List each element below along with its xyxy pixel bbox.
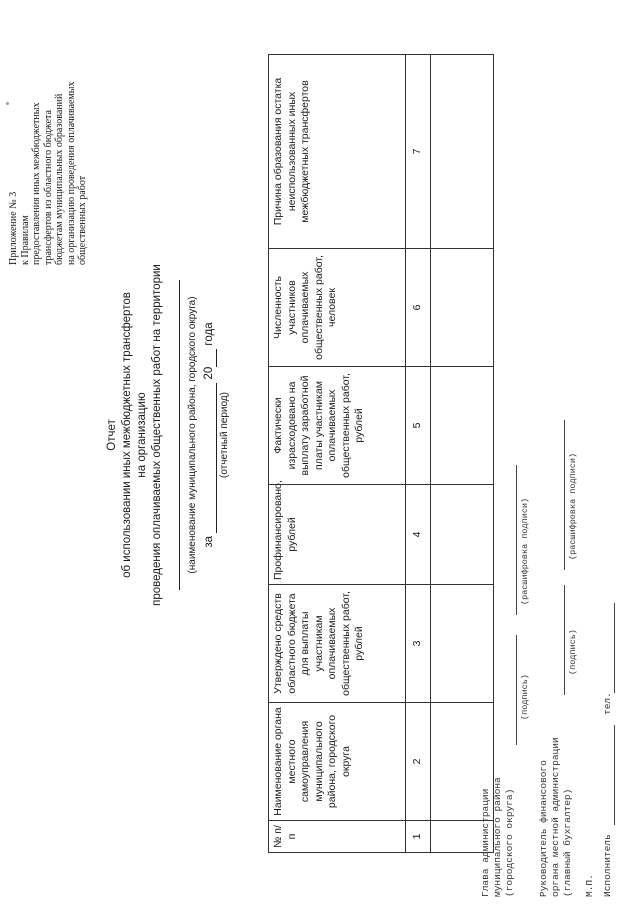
fin-decode-hint: (расшифровка подписи) — [568, 452, 578, 560]
period-caption: (отчетный период) — [219, 392, 230, 478]
appendix-line: общественных работ — [77, 175, 88, 265]
report-table — [268, 54, 494, 853]
executor-label: Исполнитель — [602, 834, 613, 897]
head-title-line: (городского округа) — [504, 788, 515, 897]
table-cell — [431, 249, 494, 367]
column-number: 4 — [406, 485, 431, 585]
appendix-line: трансфертов из областного бюджета — [42, 110, 54, 265]
header-cell: Утверждено средств областного бюджета для выплаты участникам оплачиваемых общественных работ, рублей — [269, 585, 406, 703]
report-subtitle: на организацию — [136, 392, 148, 478]
header-cell: № п/п — [269, 821, 406, 853]
header-cell: Численность участников оплачиваемых общественных работ, человек — [269, 249, 406, 367]
head-title-line: Глава администрации — [480, 788, 491, 897]
table-cell — [431, 485, 494, 585]
report-title: Отчет — [106, 419, 118, 451]
column-number: 5 — [406, 367, 431, 485]
column-number: 1 — [406, 821, 431, 853]
fin-signature-hint: (подпись) — [568, 629, 578, 675]
column-number: 6 — [406, 249, 431, 367]
appendix-line: на организацию проведения оплачиваемых — [65, 81, 77, 265]
table-cell — [431, 367, 494, 485]
header-cell: Фактически израсходовано на выплату заработной платы участникам оплачиваемых общественных работ, рублей — [269, 367, 406, 485]
appendix-line: предоставления иных межбюджетных — [31, 102, 42, 265]
head-decode-line — [516, 465, 517, 615]
fin-signature-line — [564, 585, 565, 695]
column-number: 7 — [406, 55, 431, 249]
table-cell — [431, 55, 494, 249]
phone-line — [614, 603, 615, 693]
header-cell: Причина образования остатка неиспользованных иных межбюджетных трансфертов — [269, 55, 406, 249]
table-cell — [431, 585, 494, 703]
period-prefix: за — [203, 535, 215, 548]
stamp-place: М.П. — [584, 874, 595, 897]
fin-decode-line — [564, 420, 565, 570]
executor-line — [614, 725, 615, 825]
period-year-prefix: 20 — [203, 366, 215, 380]
header-cell: Профинансировано, рублей — [269, 485, 406, 585]
column-number: 2 — [406, 703, 431, 821]
head-title-line: муниципального района — [492, 777, 503, 897]
column-number-row — [406, 55, 431, 853]
head-signature-line — [516, 635, 517, 745]
year-blank — [204, 349, 217, 367]
fin-title-line: органа местной администрации — [550, 737, 561, 897]
appendix-line: Приложение № 3 — [8, 191, 19, 265]
column-number: 3 — [406, 585, 431, 703]
municipality-blank — [165, 280, 180, 590]
header-cell: Наименование органа местного самоуправления муниципального района, городского округа — [269, 703, 406, 821]
head-signature-hint: (подпись) — [520, 674, 530, 720]
appendix-line: бюджетам муниципальных образований — [54, 93, 65, 265]
period-row — [202, 155, 217, 715]
period-blank — [204, 383, 217, 533]
fin-title-line: (главный бухгалтер) — [562, 788, 573, 897]
phone-label: тел. — [602, 692, 613, 715]
report-title-block — [105, 155, 232, 715]
period-suffix: года — [203, 322, 215, 346]
report-subtitle: проведения оплачиваемых общественных работ на территории — [151, 264, 163, 606]
fin-title-line: Руководитель финансового — [538, 760, 549, 897]
appendix-line: к Правилам — [19, 215, 31, 265]
header-row — [269, 55, 406, 853]
report-subtitle: об использовании иных межбюджетных трансфертов — [121, 292, 133, 578]
empty-data-row — [431, 55, 494, 853]
head-decode-hint: (расшифровка подписи) — [520, 497, 530, 605]
appendix-block — [8, 35, 89, 265]
municipality-caption: (наименование муниципального района, городского округа) — [187, 296, 198, 574]
